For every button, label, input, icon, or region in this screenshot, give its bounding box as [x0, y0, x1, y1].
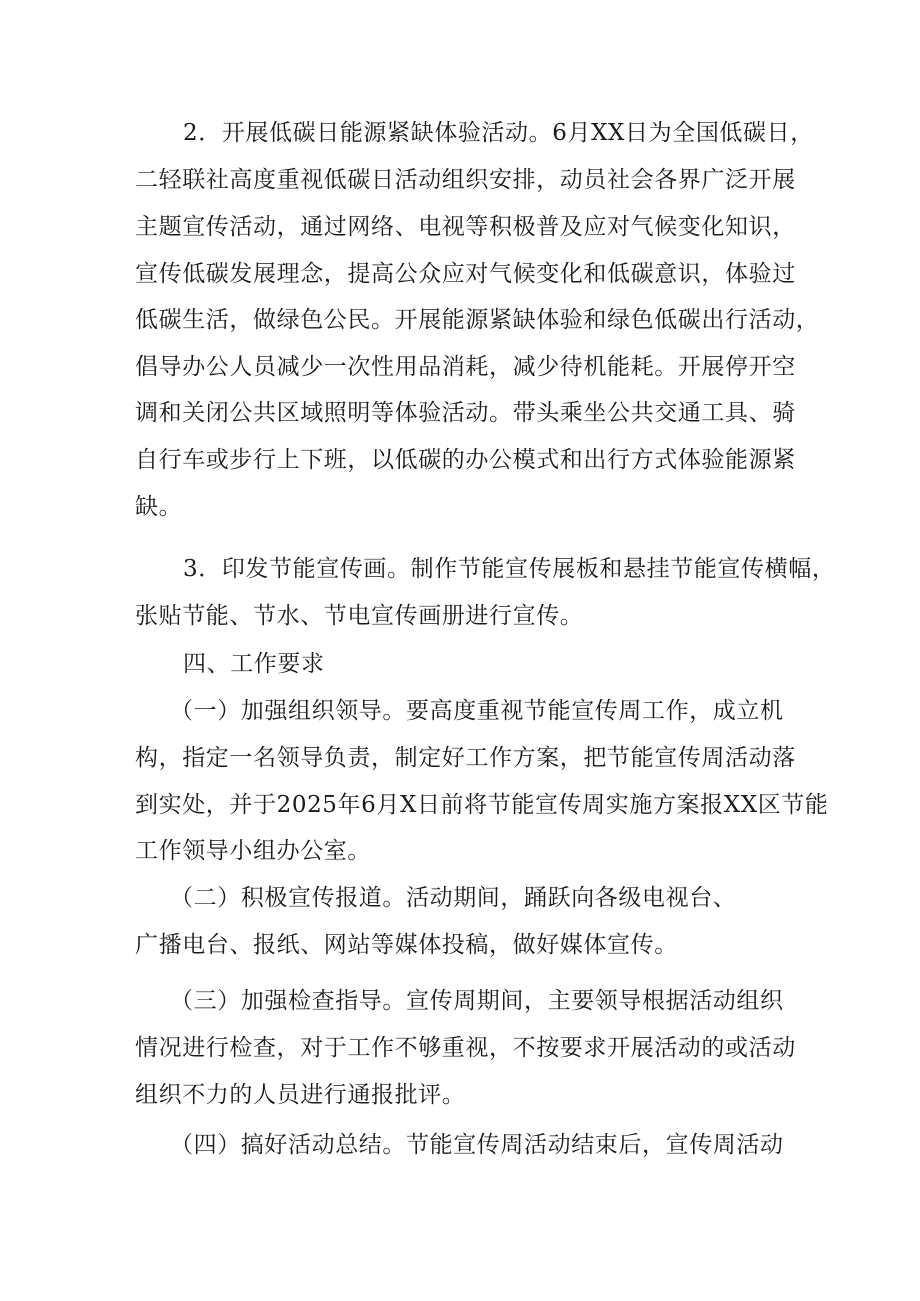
- text-line: 到实处，并于2025年6月X日前将节能宣传周实施方案报XX区节能: [135, 792, 829, 818]
- text-line: 广播电台、报纸、网站等媒体投稿，做好媒体宣传。: [135, 932, 678, 958]
- text-line: 自行车或步行上下班，以低碳的办公模式和出行方式体验能源紧: [135, 447, 796, 473]
- text-line: 情况进行检查，对于工作不够重视，不按要求开展活动的或活动: [135, 1035, 796, 1061]
- text-line: 缺。: [135, 494, 183, 520]
- text-line: 工作领导小组办公室。: [135, 838, 371, 864]
- text-line: 3．印发节能宣传画。制作节能宣传展板和悬挂节能宣传横幅，: [183, 556, 836, 582]
- text-line: 张贴节能、节水、节电宣传画册进行宣传。: [135, 603, 584, 629]
- text-line: （三）加强检查指导。宣传周期间，主要领导根据活动组织: [170, 988, 784, 1014]
- text-line: （一）加强组织领导。要高度重视节能宣传周工作，成立机: [170, 698, 784, 724]
- text-line: 组织不力的人员进行通报批评。: [135, 1082, 466, 1108]
- text-line: 低碳生活，做绿色公民。开展能源紧缺体验和绿色低碳出行活动，: [135, 307, 820, 333]
- text-line: 宣传低碳发展理念，提高公众应对气候变化和低碳意识，体验过: [135, 261, 796, 287]
- text-line: （四）搞好活动总结。节能宣传周活动结束后，宣传周活动: [170, 1132, 784, 1158]
- text-line: 构，指定一名领导负责，制定好工作方案，把节能宣传周活动落: [135, 745, 796, 771]
- text-line: 调和关闭公共区域照明等体验活动。带头乘坐公共交通工具、骑: [135, 400, 796, 426]
- text-line: 主题宣传活动，通过网络、电视等积极普及应对气候变化知识，: [135, 214, 796, 240]
- section-title: 四、工作要求: [183, 651, 325, 677]
- text-line: 2．开展低碳日能源紧缺体验活动。6月XX日为全国低碳日，: [183, 120, 814, 146]
- text-line: （二）积极宣传报道。活动期间，踊跃向各级电视台、: [170, 885, 737, 911]
- text-line: 倡导办公人员减少一次性用品消耗，减少待机能耗。开展停开空: [135, 354, 796, 380]
- text-line: 二轻联社高度重视低碳日活动组织安排，动员社会各界广泛开展: [135, 167, 796, 193]
